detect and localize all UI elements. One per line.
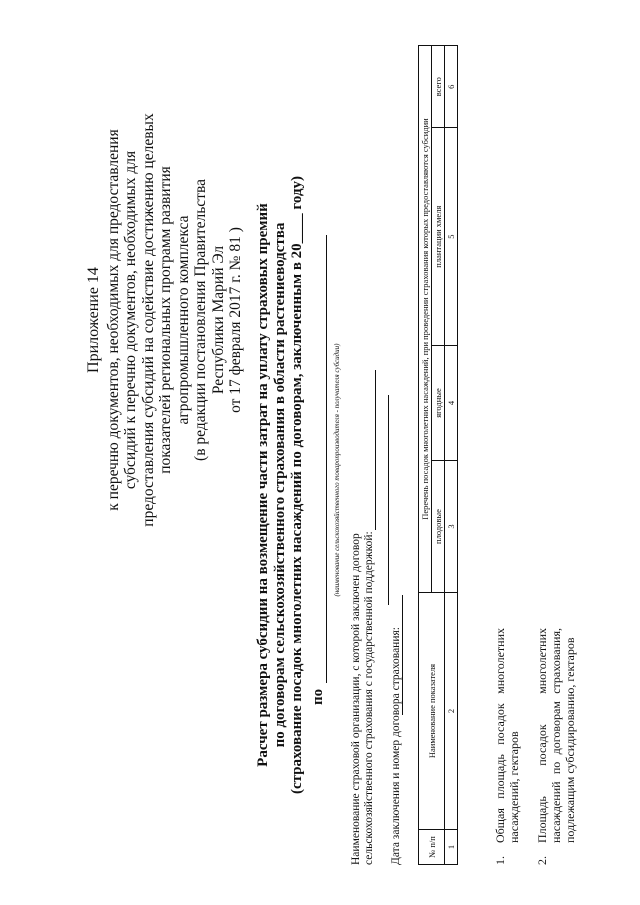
table-row: [535, 45, 577, 865]
index-cell: 4: [445, 345, 458, 460]
recipient-caption: (наименование сельскохозяйственного товаропроизводителя - получателя субсидии): [333, 343, 341, 597]
recipient-line: [310, 235, 327, 705]
heading-line: по договорам сельскохозяйственного страхования в области растениеводства: [272, 222, 288, 748]
contract-date-label: Дата заключения и номер договора страхования:: [390, 627, 402, 865]
row-number: 2.: [535, 856, 549, 865]
subcol-header: ягодные: [432, 345, 445, 460]
col-num-header: № п/п: [419, 830, 445, 865]
insurer-label: [350, 345, 376, 865]
subcol-header: плантации хмеля: [432, 128, 445, 346]
insurer-label-line1: Наименование страховой организации, с которой заключен договор: [350, 533, 362, 865]
appendix-line: субсидий к перечню документов, необходимых для: [122, 150, 139, 490]
heading-line: Расчет размера субсидии на возмещение части затрат на уплату страховых премий: [255, 203, 271, 767]
contract-date-fill-rule: [402, 595, 403, 715]
group-header: Перечень посадок многолетних насаждений, при проведении страхования которых предоставляются субсидии: [419, 46, 432, 593]
table-row: [493, 45, 521, 865]
recipient-fill-rule: [326, 235, 327, 683]
col-name-header: Наименование показателя: [419, 593, 445, 830]
appendix-line: предоставления субсидий на содействие достижению целевых: [139, 113, 157, 527]
indicator-rows: [493, 45, 591, 865]
document-heading: [255, 155, 306, 815]
index-cell: 5: [445, 128, 458, 346]
appendix-title: Приложение 14: [85, 267, 102, 373]
insurer-label-line2: сельскохозяйственного страхования с государственной поддержкой:: [363, 531, 375, 865]
subsidy-table: [418, 45, 458, 865]
subcol-header: всего: [432, 46, 445, 128]
appendix-line: агропромышленного комплекса: [174, 215, 192, 425]
table-header-row: [419, 46, 432, 865]
index-cell: 3: [445, 461, 458, 593]
row-text: Общая площадь посадок многолетних насаждений, гектаров: [493, 628, 521, 843]
index-cell: 2: [445, 593, 458, 830]
insurer-fill-rule-2: [388, 395, 389, 605]
table-index-row: [445, 46, 458, 865]
appendix-line: к перечню документов, необходимых для предоставления: [104, 129, 122, 511]
appendix-line: (в редакции постановления Правительства: [192, 179, 209, 461]
appendix-line: от 17 февраля 2017 г. № 81 ): [227, 227, 244, 413]
appendix-line: показателей региональных программ развития: [157, 166, 174, 474]
appendix-block: [85, 90, 245, 550]
row-text: Площадь посадок многолетних насаждений по договорам страхования, подлежащим субсидированию, гектаров: [535, 628, 577, 843]
index-cell: 1: [445, 830, 458, 865]
recipient-label: по: [310, 688, 326, 705]
row-number: 1.: [493, 856, 507, 865]
heading-line: (страхование посадок многолетних насаждений по договорам, заключенным в 20____ году): [289, 175, 305, 795]
insurer-fill-rule: [375, 370, 376, 530]
subcol-header: плодовые: [432, 461, 445, 593]
appendix-line: Республики Марий Эл: [209, 245, 227, 395]
index-cell: 6: [445, 46, 458, 128]
